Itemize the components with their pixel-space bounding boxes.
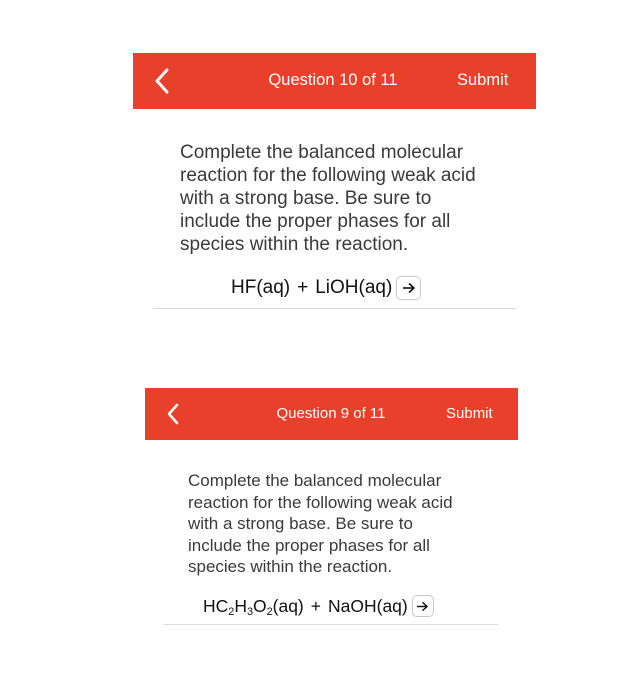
base-formula: LiOH(aq) xyxy=(315,277,393,298)
acid-formula-part: H xyxy=(234,595,247,616)
chevron-left-icon xyxy=(166,403,180,425)
acid-formula-subscript: 2 xyxy=(228,605,235,618)
reaction-equation xyxy=(231,276,421,300)
base-formula: NaOH(aq) xyxy=(328,595,408,616)
reaction-equation xyxy=(203,595,434,617)
acid-formula-part: HC xyxy=(203,595,229,616)
acid-formula: HF(aq) xyxy=(231,277,291,298)
acid-formula-part: (aq) xyxy=(272,595,304,616)
acid-formula-subscript: 3 xyxy=(246,605,253,618)
back-button[interactable] xyxy=(161,400,185,428)
question-header xyxy=(133,53,536,109)
submit-button[interactable]: Submit xyxy=(446,405,493,422)
back-button[interactable] xyxy=(148,65,176,97)
answer-divider xyxy=(153,308,516,309)
question-counter: Question 9 of 11 xyxy=(276,405,386,422)
arrow-right-icon xyxy=(416,601,429,612)
plus-sign: + xyxy=(297,277,309,298)
answer-divider xyxy=(164,624,498,625)
question-text: Complete the balanced molecular reaction for the following weak acid with a strong base. Be sure to include the proper phases for all species within the reaction. xyxy=(180,142,476,255)
arrow-right-icon xyxy=(402,282,416,294)
chevron-left-icon xyxy=(154,68,170,94)
plus-sign: + xyxy=(310,595,321,616)
acid-formula xyxy=(203,596,304,617)
acid-formula-subscript: 2 xyxy=(266,605,273,618)
question-header xyxy=(145,388,518,440)
acid-formula-part: O xyxy=(252,595,267,616)
submit-button[interactable]: Submit xyxy=(457,71,509,89)
question-text: Complete the balanced molecular reaction for the following weak acid with a strong base. Be sure to include the proper phases for all species within the reaction. xyxy=(188,471,453,576)
reaction-arrow-button[interactable] xyxy=(412,595,434,617)
reaction-arrow-button[interactable] xyxy=(396,276,421,300)
question-counter: Question 10 of 11 xyxy=(268,71,398,89)
